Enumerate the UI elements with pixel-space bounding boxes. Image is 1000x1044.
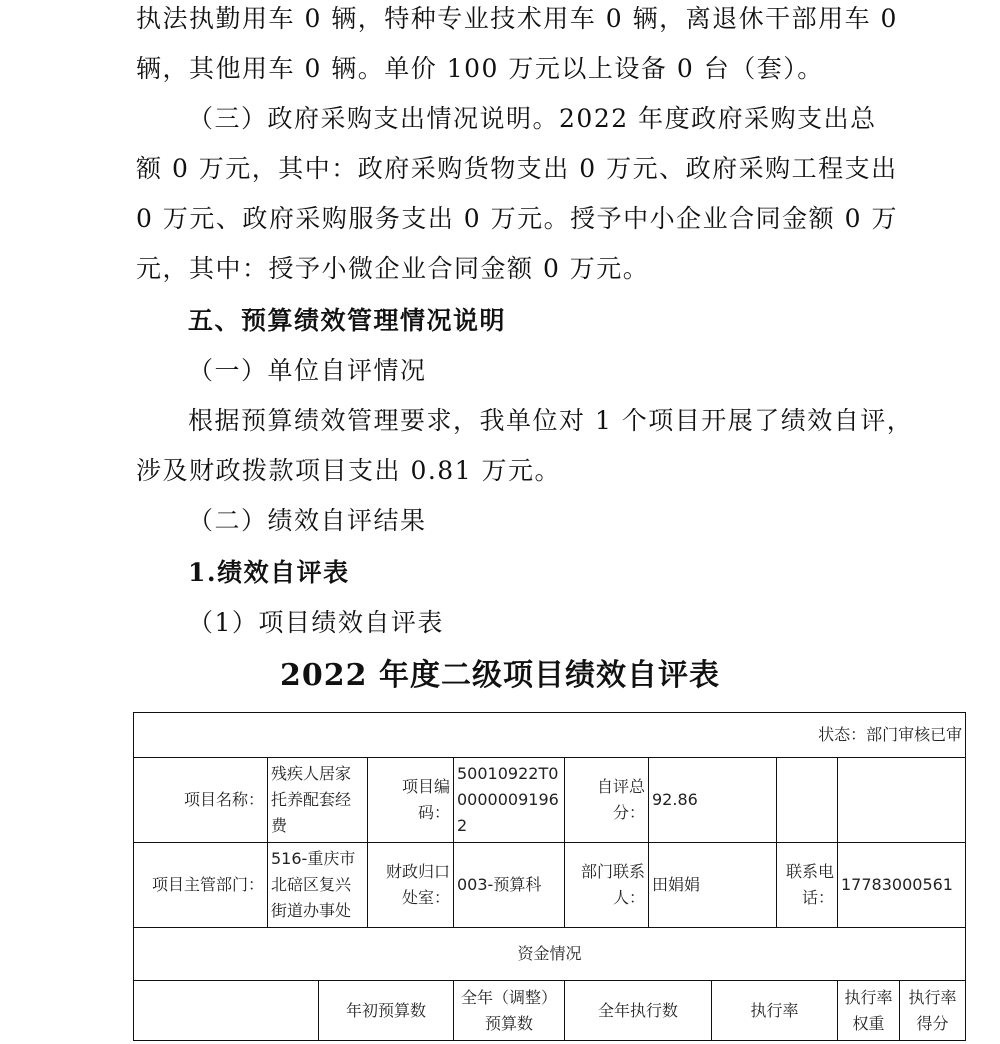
phone-value: 17783000561 (838, 843, 966, 928)
project-code-value: 50010922T000000091962 (454, 758, 565, 843)
project-code-label: 项目编码： (368, 758, 454, 843)
empty-cell (777, 758, 838, 843)
subsection-heading: （二）绩效自评结果 (188, 506, 427, 535)
performance-table (133, 712, 966, 1041)
self-score-value: 92.86 (649, 758, 777, 843)
paragraph-line: 辆，其他用车 0 辆。单价 100 万元以上设备 0 台（套）。 (136, 54, 824, 83)
table-heading: 1.绩效自评表 (188, 558, 350, 587)
project-name-value: 残疾人居家托养配套经费 (268, 758, 368, 843)
subsection-heading: （一）单位自评情况 (188, 356, 427, 385)
funds-header: 资金情况 (134, 928, 966, 981)
dept-value: 516-重庆市北碚区复兴街道办事处 (268, 843, 368, 928)
paragraph-line: 执法执勤用车 0 辆，特种专业技术用车 0 辆，离退休干部用车 0 (136, 4, 898, 33)
empty-cell (838, 758, 966, 843)
col-adjusted-budget: 全年（调整）预算数 (454, 981, 565, 1041)
finance-office-value: 003-预算科 (454, 843, 565, 928)
col-exec-rate: 执行率 (712, 981, 838, 1041)
paragraph-line: 涉及财政拨款项目支出 0.81 万元。 (136, 456, 562, 485)
dept-contact-label: 部门联系人： (565, 843, 649, 928)
finance-office-label: 财政归口处室： (368, 843, 454, 928)
status-text: 状态：部门审核已审 (134, 713, 966, 758)
table-title: 2022 年度二级项目绩效自评表 (280, 658, 720, 693)
project-name-label: 项目名称： (134, 758, 268, 843)
dept-label: 项目主管部门： (134, 843, 268, 928)
paragraph-line: （三）政府采购支出情况说明。2022 年度政府采购支出总 (188, 104, 877, 133)
paragraph-line: 0 万元、政府采购服务支出 0 万元。授予中小企业合同金额 0 万 (136, 204, 898, 233)
self-score-label: 自评总分： (565, 758, 649, 843)
paragraph-line: 元，其中：授予小微企业合同金额 0 万元。 (136, 254, 650, 283)
phone-label: 联系电话： (777, 843, 838, 928)
paragraph-line: 根据预算绩效管理要求，我单位对 1 个项目开展了绩效自评， (188, 406, 914, 435)
empty-cell (134, 981, 319, 1041)
col-rate-weight: 执行率权重 (838, 981, 900, 1041)
dept-contact-value: 田娟娟 (649, 843, 777, 928)
col-initial-budget: 年初预算数 (319, 981, 454, 1041)
section-heading: 五、预算绩效管理情况说明 (188, 306, 507, 335)
col-executed: 全年执行数 (565, 981, 712, 1041)
sub-table-heading: （1）项目绩效自评表 (188, 608, 444, 637)
col-rate-score: 执行率得分 (900, 981, 966, 1041)
paragraph-line: 额 0 万元，其中：政府采购货物支出 0 万元、政府采购工程支出 (136, 154, 898, 183)
